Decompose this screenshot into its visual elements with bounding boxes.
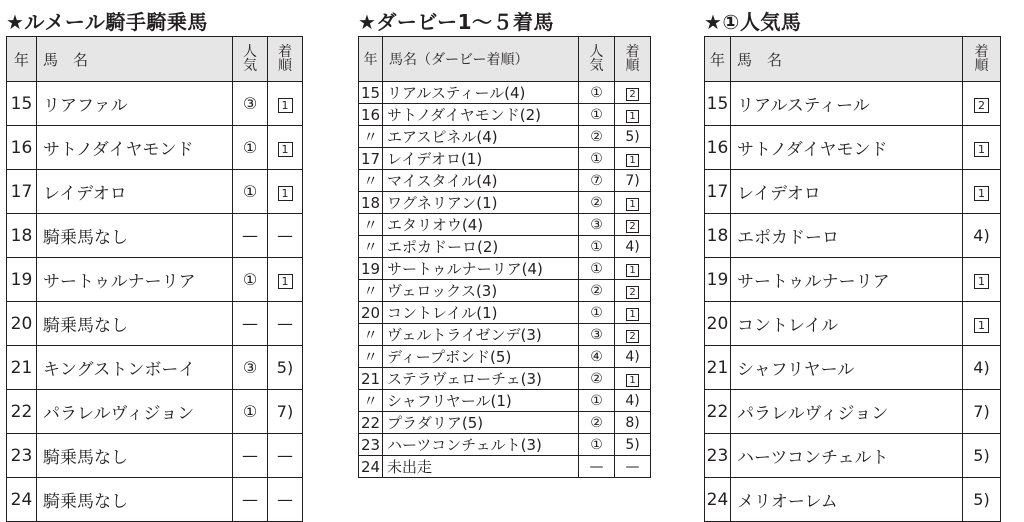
finish-cell xyxy=(615,192,651,214)
boxed-finish-number: 1 xyxy=(626,264,639,277)
horse-name-cell: サトノダイヤモンド(2) xyxy=(383,104,579,126)
year-cell: 17 xyxy=(7,170,37,214)
year-cell: 17 xyxy=(705,170,731,214)
popularity-cell: ② xyxy=(579,412,615,434)
finish-cell xyxy=(615,148,651,170)
horse-name-cell: プラダリア(5) xyxy=(383,412,579,434)
table-row xyxy=(359,456,651,478)
year-header: 年 xyxy=(359,37,383,82)
horse-name-cell: ハーツコンチェルト xyxy=(731,434,963,478)
boxed-finish-number: 2 xyxy=(626,286,639,299)
year-cell: 〃 xyxy=(359,280,383,302)
year-cell: 19 xyxy=(7,258,37,302)
year-cell: 21 xyxy=(705,346,731,390)
finish-cell: 8) xyxy=(615,412,651,434)
table-row xyxy=(7,346,303,390)
table-row xyxy=(7,390,303,434)
table-row xyxy=(705,170,1001,214)
table-row xyxy=(359,82,651,104)
table-row xyxy=(705,302,1001,346)
popularity-cell: ② xyxy=(579,368,615,390)
horse-name-cell: 騎乗馬なし xyxy=(37,434,233,478)
year-header: 年 xyxy=(7,37,37,82)
boxed-finish-number: 2 xyxy=(974,98,989,113)
year-cell: 18 xyxy=(359,192,383,214)
boxed-finish-number: 1 xyxy=(278,186,293,201)
horse-name-cell: コントレイル xyxy=(731,302,963,346)
finish-cell xyxy=(268,82,303,126)
year-cell: 20 xyxy=(7,302,37,346)
table-row xyxy=(7,302,303,346)
table-row xyxy=(359,434,651,456)
year-cell: 〃 xyxy=(359,126,383,148)
table-row xyxy=(705,258,1001,302)
year-cell: 19 xyxy=(705,258,731,302)
year-cell: 〃 xyxy=(359,236,383,258)
popularity-cell: ① xyxy=(579,148,615,170)
finish-cell: 7) xyxy=(268,390,303,434)
horse-name-cell: キングストンボーイ xyxy=(37,346,233,390)
table-row xyxy=(705,478,1001,522)
year-cell: 19 xyxy=(359,258,383,280)
year-cell: 22 xyxy=(705,390,731,434)
horse-name-cell: サトノダイヤモンド xyxy=(731,126,963,170)
year-cell: 15 xyxy=(705,82,731,126)
horse-name-cell: エアスピネル(4) xyxy=(383,126,579,148)
popularity-cell: ① xyxy=(579,236,615,258)
favorite-table xyxy=(704,36,1001,522)
boxed-finish-number: 1 xyxy=(626,308,639,321)
finish-cell: — xyxy=(268,434,303,478)
popularity-cell: — xyxy=(233,214,268,258)
boxed-finish-number: 2 xyxy=(626,330,639,343)
boxed-finish-number: 1 xyxy=(626,374,639,387)
table-row xyxy=(7,478,303,522)
boxed-finish-number: 2 xyxy=(626,220,639,233)
popularity-cell: — xyxy=(233,434,268,478)
finish-cell: — xyxy=(268,214,303,258)
table-header-row xyxy=(7,37,303,82)
table-row xyxy=(359,104,651,126)
popularity-cell: ④ xyxy=(579,346,615,368)
horse-name-cell: ディープボンド(5) xyxy=(383,346,579,368)
table-row xyxy=(7,258,303,302)
horse-name-cell: ヴェロックス(3) xyxy=(383,280,579,302)
year-cell: 〃 xyxy=(359,390,383,412)
table-row xyxy=(359,390,651,412)
name-header: 馬 名 xyxy=(37,37,233,82)
popularity-cell: ③ xyxy=(579,324,615,346)
popularity-cell: ② xyxy=(579,280,615,302)
horse-name-cell: リアルスティール xyxy=(731,82,963,126)
table-row xyxy=(7,214,303,258)
boxed-finish-number: 1 xyxy=(974,274,989,289)
popularity-cell: ① xyxy=(233,258,268,302)
popularity-cell: ① xyxy=(579,390,615,412)
finish-cell xyxy=(615,104,651,126)
boxed-finish-number: 1 xyxy=(626,198,639,211)
horse-name-cell: サートゥルナーリア(4) xyxy=(383,258,579,280)
boxed-finish-number: 1 xyxy=(974,318,989,333)
finish-cell xyxy=(963,126,1001,170)
horse-name-cell: ワグネリアン(1) xyxy=(383,192,579,214)
table-row xyxy=(359,126,651,148)
name-header: 馬 名 xyxy=(731,37,963,82)
finish-cell xyxy=(615,280,651,302)
table-row xyxy=(359,192,651,214)
horse-name-cell: リアルスティール(4) xyxy=(383,82,579,104)
popularity-cell: ③ xyxy=(579,214,615,236)
name-header: 馬名（ダービー着順） xyxy=(383,37,579,82)
finish-cell xyxy=(615,302,651,324)
popularity-cell: ② xyxy=(579,192,615,214)
finish-cell: 4) xyxy=(615,236,651,258)
chaku-header: 着 順 xyxy=(963,37,1001,82)
finish-cell xyxy=(268,126,303,170)
horse-name-cell: 未出走 xyxy=(383,456,579,478)
table-row xyxy=(359,368,651,390)
boxed-finish-number: 1 xyxy=(278,274,293,289)
popularity-cell: ① xyxy=(233,390,268,434)
finish-cell xyxy=(268,258,303,302)
finish-cell: 5) xyxy=(615,434,651,456)
finish-cell xyxy=(963,82,1001,126)
horse-name-cell: パラレルヴィジョン xyxy=(731,390,963,434)
table-row xyxy=(7,434,303,478)
horse-name-cell: エポカドーロ xyxy=(731,214,963,258)
horse-name-cell: 騎乗馬なし xyxy=(37,214,233,258)
year-cell: 20 xyxy=(705,302,731,346)
table-row xyxy=(359,170,651,192)
horse-name-cell: ステラヴェローチェ(3) xyxy=(383,368,579,390)
horse-name-cell: エタリオウ(4) xyxy=(383,214,579,236)
finish-cell: — xyxy=(268,302,303,346)
finish-cell: 5) xyxy=(268,346,303,390)
year-header: 年 xyxy=(705,37,731,82)
popularity-cell: ③ xyxy=(233,346,268,390)
year-cell: 23 xyxy=(705,434,731,478)
year-cell: 〃 xyxy=(359,214,383,236)
popularity-cell: ① xyxy=(579,302,615,324)
popularity-cell: ① xyxy=(579,434,615,456)
year-cell: 16 xyxy=(359,104,383,126)
table-row xyxy=(705,214,1001,258)
finish-cell xyxy=(963,170,1001,214)
year-cell: 18 xyxy=(705,214,731,258)
table-row xyxy=(359,412,651,434)
table-row xyxy=(7,82,303,126)
finish-cell: 4) xyxy=(615,346,651,368)
table-row xyxy=(359,258,651,280)
finish-cell xyxy=(615,324,651,346)
horse-name-cell: ヴェルトライゼンデ(3) xyxy=(383,324,579,346)
horse-name-cell: サートゥルナーリア xyxy=(37,258,233,302)
boxed-finish-number: 1 xyxy=(626,110,639,123)
table-row xyxy=(705,82,1001,126)
year-cell: 24 xyxy=(359,456,383,478)
table-row xyxy=(705,126,1001,170)
boxed-finish-number: 2 xyxy=(626,88,639,101)
finish-cell xyxy=(963,302,1001,346)
finish-cell: 7) xyxy=(615,170,651,192)
horse-name-cell: リアファル xyxy=(37,82,233,126)
boxed-finish-number: 1 xyxy=(278,142,293,157)
horse-name-cell: エポカドーロ(2) xyxy=(383,236,579,258)
boxed-finish-number: 1 xyxy=(974,142,989,157)
table-row xyxy=(7,170,303,214)
finish-cell: 4) xyxy=(615,390,651,412)
lemaire-table xyxy=(6,36,303,522)
horse-name-cell: サートゥルナーリア xyxy=(731,258,963,302)
horse-name-cell: 騎乗馬なし xyxy=(37,302,233,346)
panel-title: ★①人気馬 xyxy=(704,10,802,34)
table-row xyxy=(705,390,1001,434)
year-cell: 23 xyxy=(359,434,383,456)
finish-cell: 5) xyxy=(963,478,1001,522)
year-cell: 15 xyxy=(7,82,37,126)
horse-name-cell: コントレイル(1) xyxy=(383,302,579,324)
popularity-cell: ① xyxy=(233,170,268,214)
chaku-header: 着 順 xyxy=(268,37,303,82)
boxed-finish-number: 1 xyxy=(974,186,989,201)
table-row xyxy=(359,214,651,236)
finish-cell xyxy=(615,368,651,390)
popularity-cell: ② xyxy=(579,126,615,148)
finish-cell xyxy=(268,170,303,214)
finish-cell: 5) xyxy=(615,126,651,148)
table-row xyxy=(705,434,1001,478)
year-cell: 〃 xyxy=(359,170,383,192)
popularity-cell: ① xyxy=(579,82,615,104)
year-cell: 20 xyxy=(359,302,383,324)
finish-cell: — xyxy=(268,478,303,522)
year-cell: 22 xyxy=(359,412,383,434)
table-row xyxy=(359,236,651,258)
table-row xyxy=(359,346,651,368)
year-cell: 24 xyxy=(705,478,731,522)
horse-name-cell: レイデオロ(1) xyxy=(383,148,579,170)
panel-title: ★ルメール騎手騎乗馬 xyxy=(6,10,208,34)
horse-name-cell: サトノダイヤモンド xyxy=(37,126,233,170)
year-cell: 16 xyxy=(705,126,731,170)
finish-cell: 7) xyxy=(963,390,1001,434)
popularity-cell: — xyxy=(233,478,268,522)
horse-name-cell: 騎乗馬なし xyxy=(37,478,233,522)
popularity-cell: ③ xyxy=(233,82,268,126)
year-cell: 15 xyxy=(359,82,383,104)
ninki-header: 人 気 xyxy=(579,37,615,82)
finish-cell xyxy=(615,214,651,236)
finish-cell xyxy=(615,258,651,280)
finish-cell: 4) xyxy=(963,346,1001,390)
year-cell: 18 xyxy=(7,214,37,258)
finish-cell xyxy=(963,258,1001,302)
finish-cell: 4) xyxy=(963,214,1001,258)
horse-name-cell: メリオーレム xyxy=(731,478,963,522)
table-row xyxy=(705,346,1001,390)
table-header-row xyxy=(359,37,651,82)
popularity-cell: ① xyxy=(579,104,615,126)
horse-name-cell: マイスタイル(4) xyxy=(383,170,579,192)
year-cell: 〃 xyxy=(359,346,383,368)
table-row xyxy=(7,126,303,170)
popularity-cell: — xyxy=(579,456,615,478)
year-cell: 24 xyxy=(7,478,37,522)
horse-name-cell: ハーツコンチェルト(3) xyxy=(383,434,579,456)
popularity-cell: ① xyxy=(579,258,615,280)
finish-cell: — xyxy=(615,456,651,478)
horse-name-cell: シャフリヤール xyxy=(731,346,963,390)
year-cell: 23 xyxy=(7,434,37,478)
popularity-cell: — xyxy=(233,302,268,346)
year-cell: 21 xyxy=(7,346,37,390)
boxed-finish-number: 1 xyxy=(626,154,639,167)
table-header-row xyxy=(705,37,1001,82)
table-row xyxy=(359,280,651,302)
ninki-header: 人 気 xyxy=(233,37,268,82)
horse-name-cell: シャフリヤール(1) xyxy=(383,390,579,412)
year-cell: 16 xyxy=(7,126,37,170)
horse-name-cell: レイデオロ xyxy=(37,170,233,214)
table-row xyxy=(359,324,651,346)
table-row xyxy=(359,148,651,170)
finish-cell xyxy=(615,82,651,104)
finish-cell: 5) xyxy=(963,434,1001,478)
table-row xyxy=(359,302,651,324)
popularity-cell: ⑦ xyxy=(579,170,615,192)
derby-table xyxy=(358,36,651,478)
year-cell: 22 xyxy=(7,390,37,434)
panel-title: ★ダービー1〜５着馬 xyxy=(358,10,555,34)
chaku-header: 着 順 xyxy=(615,37,651,82)
boxed-finish-number: 1 xyxy=(278,98,293,113)
year-cell: 17 xyxy=(359,148,383,170)
year-cell: 〃 xyxy=(359,324,383,346)
horse-name-cell: パラレルヴィジョン xyxy=(37,390,233,434)
popularity-cell: ① xyxy=(233,126,268,170)
horse-name-cell: レイデオロ xyxy=(731,170,963,214)
year-cell: 21 xyxy=(359,368,383,390)
